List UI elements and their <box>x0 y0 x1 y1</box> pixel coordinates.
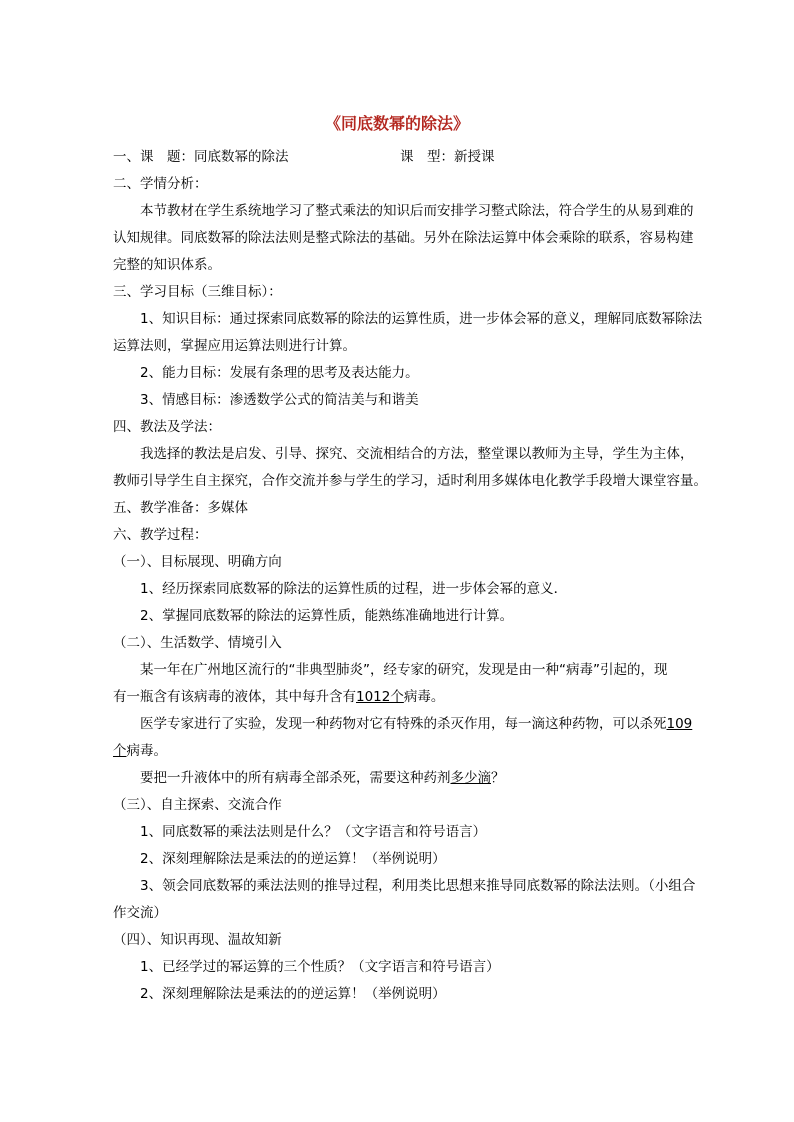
text-run: 病毒。 <box>126 743 167 759</box>
section-heading: 五、教学准备：多媒体 <box>113 500 248 516</box>
document-title: 《同底数幂的除法》 <box>324 114 469 133</box>
section-heading: 四、教法及学法： <box>113 419 221 435</box>
section-heading: 二、学情分析： <box>113 176 208 192</box>
text-run: 要把一升液体中的所有病毒全部杀死，需要这种药剂 <box>140 770 451 786</box>
subsection-heading: （四）、知识再现、温故知新 <box>113 932 282 948</box>
underlined-text: 个 <box>113 743 127 759</box>
subsection-heading: （二）、生活数学、情境引入 <box>113 635 282 651</box>
list-item: 1、知识目标：通过探索同底数幂的除法的运算性质，进一步体会幂的意义，理解同底数幂除法 <box>140 311 703 327</box>
course-line <box>113 147 289 167</box>
paragraph-line <box>140 768 505 788</box>
underlined-text: 1012个 <box>356 689 404 705</box>
text-run: 有一瓶含有该病毒的液体，其中每升含有 <box>113 689 356 705</box>
course-type: 课 型：新授课 <box>400 149 495 165</box>
subsection-heading: （三）、自主探索、交流合作 <box>113 797 282 813</box>
text-run: ？ <box>491 770 505 786</box>
list-item: 1、同底数幂的乘法法则是什么？（文字语言和符号语言） <box>140 824 487 840</box>
section-heading: 三、学习目标（三维目标）： <box>113 284 282 300</box>
paragraph-line: 教师引导学生自主探究，合作交流并参与学生的学习，适时利用多媒体电化教学手段增大课堂容量。 <box>113 473 707 489</box>
underlined-text: 多少滴 <box>450 770 491 786</box>
list-item: 2、能力目标：发展有条理的思考及表达能力。 <box>140 365 419 381</box>
section-heading: 六、教学过程： <box>113 527 208 543</box>
paragraph-line: 我选择的教法是启发、引导、探究、交流相结合的方法，整堂课以教师为主导，学生为主体， <box>140 446 694 462</box>
list-item: 3、情感目标：渗透数学公式的简洁美与和谐美 <box>140 392 419 408</box>
list-item-continuation: 运算法则，掌握应用运算法则进行计算。 <box>113 338 356 354</box>
list-item: 2、深刻理解除法是乘法的的逆运算！（举例说明） <box>140 851 446 867</box>
list-item-continuation: 作交流） <box>113 905 167 921</box>
list-item: 2、深刻理解除法是乘法的的逆运算！（举例说明） <box>140 986 446 1002</box>
underlined-text: 109 <box>666 716 693 732</box>
paragraph-line: 某一年在广州地区流行的“非典型肺炎”，经专家的研究，发现是由一种“病毒”引起的，现 <box>140 662 668 678</box>
list-item: 3、领会同底数幂的乘法法则的推导过程，利用类比思想来推导同底数幂的除法法则。（小组合 <box>140 878 696 894</box>
paragraph-line: 认知规律。同底数幂的除法法则是整式除法的基础。另外在除法运算中体会乘除的联系，容易构建 <box>113 230 694 246</box>
list-item: 1、经历探索同底数幂的除法的运算性质的过程，进一步体会幂的意义． <box>140 581 568 597</box>
text-run: 医学专家进行了实验，发现一种药物对它有特殊的杀灭作用，每一滴这种药物，可以杀死 <box>140 716 667 732</box>
paragraph-line <box>140 714 692 734</box>
course-topic: 一、课 题：同底数幂的除法 <box>113 149 289 165</box>
list-item: 2、掌握同底数幂的除法的运算性质，能熟练准确地进行计算。 <box>140 608 514 624</box>
text-run: 病毒。 <box>403 689 445 705</box>
paragraph-line: 完整的知识体系。 <box>113 257 221 273</box>
paragraph-line <box>113 741 167 761</box>
paragraph-line: 本节教材在学生系统地学习了整式乘法的知识后而安排学习整式除法，符合学生的从易到难的 <box>140 203 694 219</box>
paragraph-line <box>113 687 444 707</box>
subsection-heading: （一）、目标展现、明确方向 <box>113 554 282 570</box>
list-item: 1、已经学过的幂运算的三个性质？（文字语言和符号语言） <box>140 959 500 975</box>
